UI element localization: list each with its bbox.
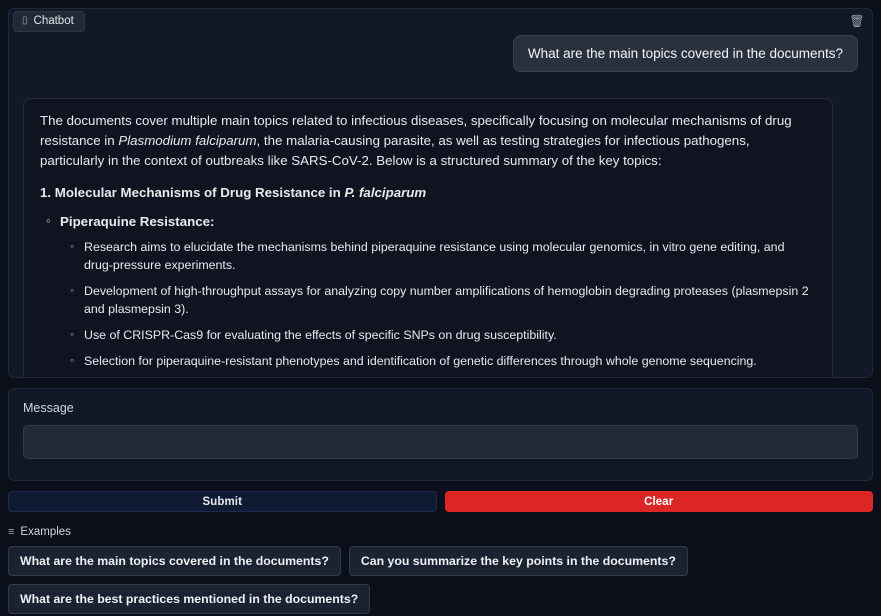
chat-bubble-icon: ▯ [22,15,28,26]
bot-intro-paragraph [40,111,816,172]
message-list [9,31,872,377]
examples-heading-label: Examples [20,526,71,538]
bot-intro-species: Plasmodium falciparum [118,133,257,149]
message-label: Message [23,401,74,415]
chatbot-panel [8,8,873,378]
message-panel [8,388,873,481]
example-chip-2[interactable]: Can you summarize the key points in the documents? [349,546,688,576]
examples-header[interactable] [8,526,873,538]
list-item: ◦ Development of high-throughput assays for analyzing copy number amplifications of hemoglobin degrading proteases (plasmepsin 2 and plasmepsin 3). [84,283,816,319]
bot-sub-bullet-list [60,239,816,371]
list-icon: ≡ [8,526,15,538]
bot-section-heading-part-1: 1. Molecular Mechanisms of Drug Resistance in [40,184,345,200]
chatbot-header [9,9,872,31]
list-item: ◦ Use of CRISPR-Cas9 for evaluating the effects of specific SNPs on drug susceptibility. [84,327,816,345]
action-button-row [8,491,873,512]
bot-bullet-list [40,212,816,371]
bot-section-heading [40,183,816,203]
message-input[interactable] [23,425,858,459]
bullet-label: Piperaquine Resistance: [60,213,215,229]
bot-section-heading-species: P. falciparum [344,184,427,200]
submit-button[interactable]: Submit [8,491,437,512]
clear-button[interactable]: Clear [445,491,874,512]
bot-message-bubble [23,98,833,378]
list-item: ◦ Research aims to elucidate the mechanisms behind piperaquine resistance using molecular genomics, in vitro gene editing, and drug-pressure experiments. [84,239,816,275]
trash-icon[interactable]: 🗑 [849,14,865,28]
list-item [60,212,816,371]
bot-intro-part-2: , the malaria-causing parasite, as well as testing strategies for infectious pathogens, particularly in the context of outbreaks like SARS-CoV-2. Below is a structured summary of the key topics: [40,133,750,169]
examples-list [8,546,708,614]
example-chip-3[interactable]: What are the best practices mentioned in the documents? [8,584,370,614]
example-chip-1[interactable]: What are the main topics covered in the documents? [8,546,341,576]
tab-chatbot-label: Chatbot [33,15,74,27]
list-item: ◦ Selection for piperaquine-resistant phenotypes and identification of genetic differences through whole genome sequencing. [84,353,816,371]
user-message-row [23,31,858,72]
user-message-bubble: What are the main topics covered in the documents? [513,35,858,72]
tab-chatbot[interactable] [13,11,85,32]
bot-message-row [23,98,858,378]
bot-intro-part-1: The documents cover multiple main topics related to infectious diseases, specifically focusing on molecular mechanisms of drug resistance in [40,113,792,149]
